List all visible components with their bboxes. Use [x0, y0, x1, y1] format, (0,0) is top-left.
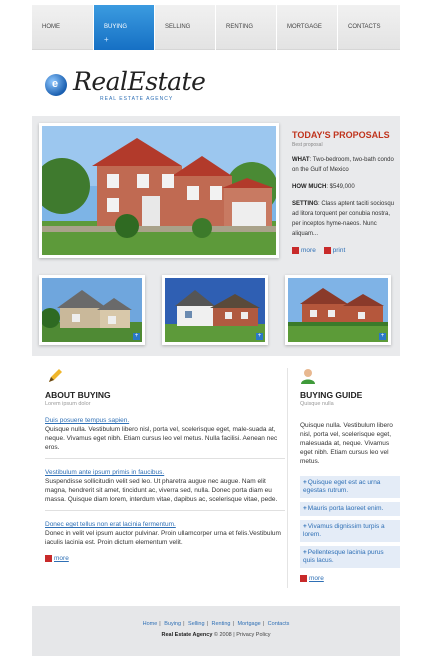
- about-more: [45, 555, 285, 562]
- article-body: Quisque nulla. Vestibulum libero nisl, porta vel, scelerisque eget, male-suada at, neque. Vivamus eget nibh. Etiam cursus leo vel metus. Nulla facilisi. Aenean nec eros.: [45, 426, 278, 451]
- footer-link-mortgage[interactable]: Mortgage: [237, 621, 261, 627]
- todays-proposals: [292, 130, 397, 254]
- about-more-link[interactable]: more: [54, 555, 69, 563]
- footer-link-renting[interactable]: Renting: [211, 621, 231, 627]
- thumbnail-plus-icon[interactable]: +: [380, 333, 385, 339]
- article-body: Donec in velit vel ipsum auctor pulvinar. Proin ullamcorper urna et felis.Vestibulum iaculis lacinia est. Proin dictum elementum velit.: [45, 530, 281, 546]
- article-body: Suspendisse sollicitudin velit sed leo. Ut pharetra augue nec augue. Nam elit magna, hendrerit sit amet, tincidunt ac, viverra sed, nulla. Donec porta diam eu massa. Quisque diam lorem, interdum vitae, dapibus ac, scelerisque vitae, pede.: [45, 478, 278, 503]
- nav-buying[interactable]: [94, 5, 155, 50]
- guide-link[interactable]: +Mauris porta laoreet enim.: [300, 502, 400, 516]
- logo-subtitle: REAL ESTATE AGENCY: [100, 96, 174, 102]
- guide-body: Quisque nulla. Vestibulum libero nisl, porta vel, scelerisque eget, malesuada at, neque. Vivamus eget nibh. Etiam cursus leo vel metus.: [300, 422, 393, 465]
- guide-link[interactable]: +Quisque eget est ac urna egestas rutrum.: [300, 476, 400, 498]
- footer-link-home[interactable]: Home: [142, 621, 158, 627]
- footer-links: Home | Buying | Selling | Renting | Mortgage | Contacts: [142, 621, 290, 627]
- thumbnail-plus-icon[interactable]: +: [134, 333, 139, 339]
- footer-link-contacts[interactable]: Contacts: [267, 621, 290, 627]
- article-item: [45, 469, 285, 511]
- house-thumbnail-1[interactable]: [39, 275, 145, 345]
- plus-icon: +: [104, 35, 109, 44]
- featured-house-photo[interactable]: [39, 123, 279, 258]
- logo[interactable]: [45, 67, 245, 110]
- logo-title: RealEstate: [73, 67, 206, 96]
- nav-contacts[interactable]: CONTACTS: [348, 24, 381, 30]
- guide-title: BUYING GUIDE: [300, 390, 363, 400]
- nav-selling[interactable]: SELLING: [155, 5, 216, 50]
- print-icon: [324, 247, 331, 254]
- proposal-more-link[interactable]: more: [301, 247, 316, 255]
- article-title-link[interactable]: Vestibulum ante ipsum primis in faucibus.: [45, 469, 165, 476]
- proposal-what: WHAT: Two-bedroom, two-bath condo on the Gulf of Mexico: [292, 157, 394, 173]
- proposals-title: TODAY'S PROPOSALS: [292, 130, 390, 140]
- more-icon: [292, 247, 299, 254]
- article-item: [45, 417, 285, 459]
- about-buying-section: [45, 368, 285, 562]
- footer-link-buying[interactable]: Buying: [164, 621, 182, 627]
- proposal-print-link[interactable]: print: [332, 247, 346, 255]
- house-thumbnail-3[interactable]: [285, 275, 391, 345]
- nav-renting[interactable]: RENTING: [216, 5, 277, 50]
- nav-home[interactable]: HOME: [32, 5, 94, 50]
- proposal-setting: SETTING: Class aptent taciti sociosqu ad litora torquent per conubia nostra, per inceptos hyme-naeos. Nunc aliquam...: [292, 201, 395, 237]
- more-icon: [45, 555, 52, 562]
- proposal-price: HOW MUCH: $549,000: [292, 184, 355, 190]
- user-icon: [300, 368, 316, 384]
- nav-buying-label: BUYING: [104, 24, 128, 30]
- about-subtitle: Lorem ipsum dolor: [45, 401, 91, 407]
- footer: [32, 606, 400, 656]
- nav-mortgage[interactable]: MORTGAGE: [277, 5, 338, 50]
- column-divider: [287, 368, 288, 588]
- article-item: [45, 521, 285, 553]
- more-icon: [300, 575, 307, 582]
- article-title-link[interactable]: Duis posuere tempus sapien.: [45, 417, 130, 424]
- guide-more-link[interactable]: more: [309, 575, 324, 583]
- guide-more: [300, 575, 400, 582]
- guide-subtitle: Quisque nulla: [300, 401, 334, 407]
- top-navigation: [32, 5, 400, 50]
- thumbnail-plus-icon[interactable]: +: [257, 333, 262, 339]
- guide-links: [300, 476, 400, 568]
- page: [32, 0, 400, 660]
- footer-link-selling[interactable]: Selling: [188, 621, 205, 627]
- house-thumbnail-2[interactable]: [162, 275, 268, 345]
- buying-guide-section: [300, 368, 400, 582]
- guide-link[interactable]: +Vivamus dignissim turpis a lorem.: [300, 520, 400, 542]
- globe-icon: e: [45, 74, 67, 96]
- about-title: ABOUT BUYING: [45, 390, 111, 400]
- pencil-icon: [47, 368, 63, 384]
- guide-link[interactable]: +Pellentesque lacinia purus quis lacus.: [300, 546, 400, 568]
- footer-copyright: Real Estate Agency © 2008 | Privacy Policy: [161, 632, 271, 638]
- featured-section: [32, 116, 400, 356]
- proposals-subtitle: Best proposal: [292, 142, 323, 148]
- proposal-actions: [292, 247, 397, 254]
- article-title-link[interactable]: Donec eget tellus non erat lacinia fermentum.: [45, 521, 176, 528]
